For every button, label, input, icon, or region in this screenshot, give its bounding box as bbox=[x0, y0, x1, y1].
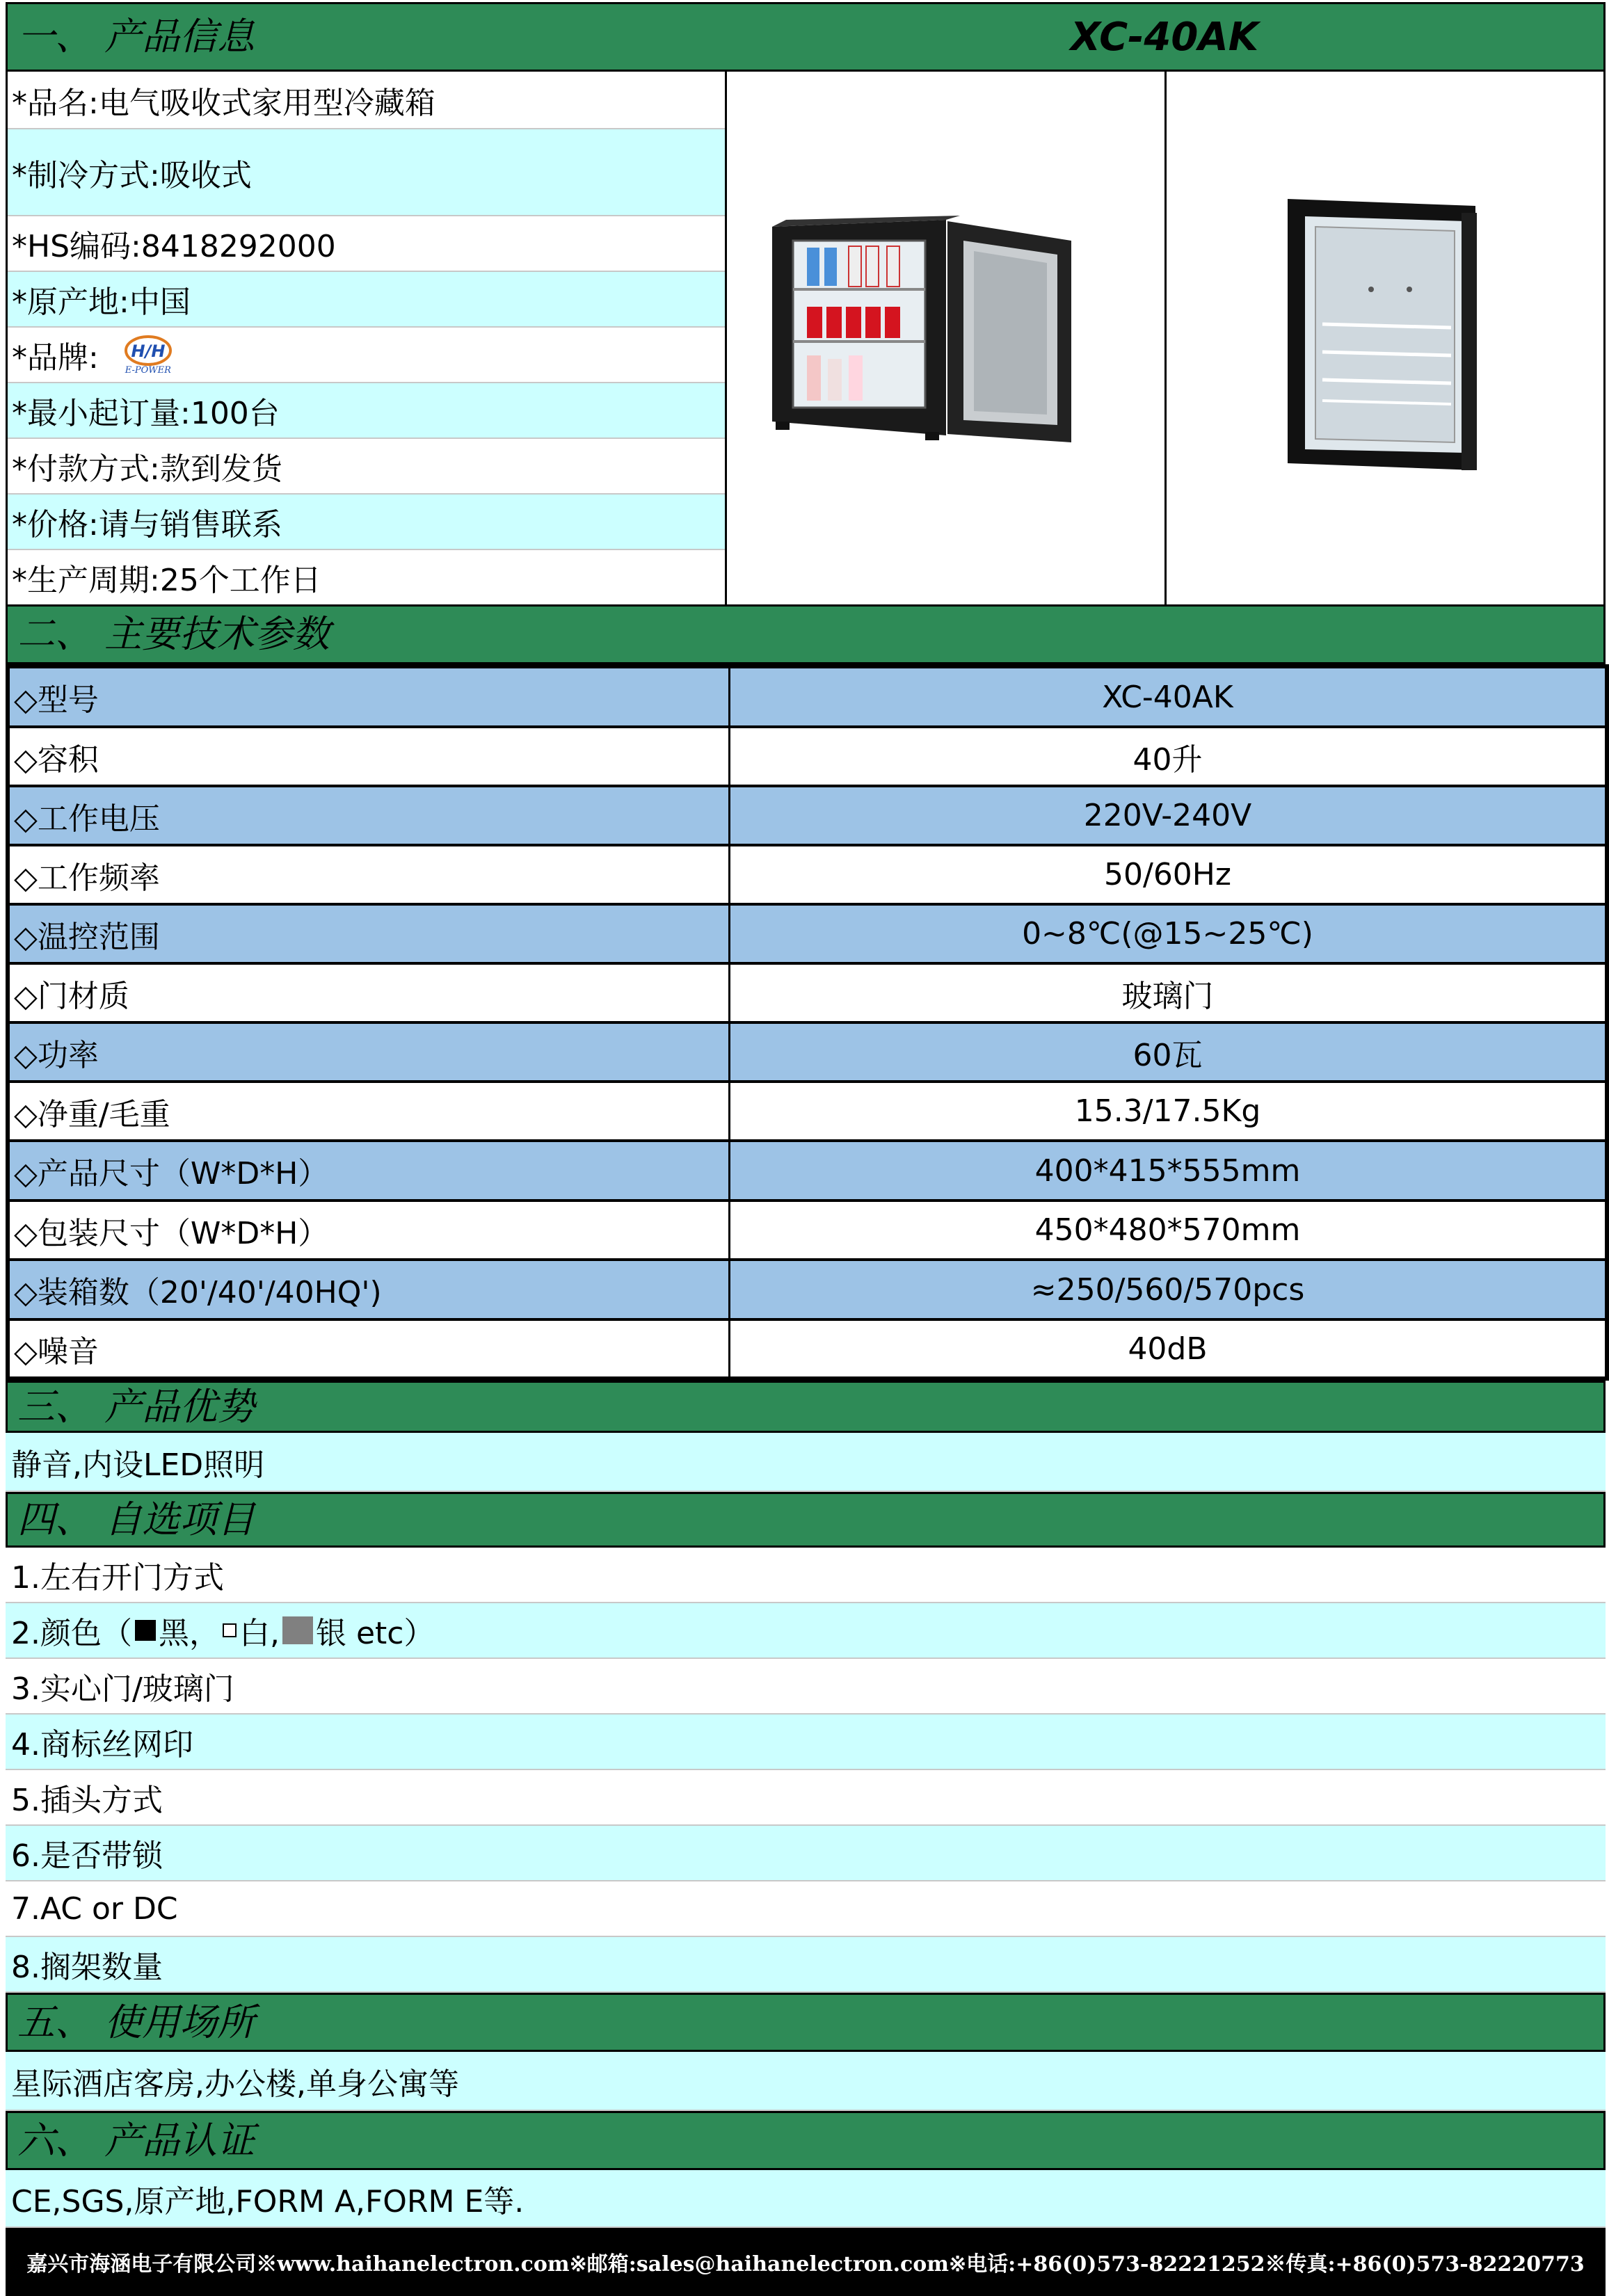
info-text: *付款方式:款到发货 bbox=[12, 451, 282, 487]
option-item: 8.搁架数量 bbox=[6, 1937, 1606, 1993]
option-item: 7.AC or DC bbox=[6, 1881, 1606, 1937]
black-swatch-icon bbox=[135, 1620, 156, 1641]
spec-key: ◇净重/毛重 bbox=[8, 1082, 730, 1141]
product-image-glass-door bbox=[1167, 72, 1606, 604]
info-row-moq bbox=[8, 383, 725, 439]
spec-table bbox=[6, 664, 1609, 1381]
info-row-origin bbox=[8, 272, 725, 328]
spec-key: ◇温控范围 bbox=[8, 904, 730, 963]
spec-value: 50/60Hz bbox=[730, 845, 1606, 904]
usage-text: 星际酒店客房,办公楼,单身公寓等 bbox=[6, 2052, 1606, 2111]
info-text: *生产周期:25个工作日 bbox=[12, 563, 321, 598]
product-info-list bbox=[6, 72, 727, 604]
spec-row bbox=[8, 1319, 1606, 1378]
spec-row bbox=[8, 1141, 1606, 1201]
spec-key: ◇功率 bbox=[8, 1022, 730, 1082]
spec-row bbox=[8, 1201, 1606, 1260]
spec-key: ◇产品尺寸（W*D*H） bbox=[8, 1141, 730, 1201]
footer-contact: 嘉兴市海涵电子有限公司※www.haihanelectron.com※邮箱:sales@haihanelectron.com※电话:+86(0)573-82221252※传真:+86(0)573-82220773 bbox=[6, 2228, 1606, 2296]
option-text: 2.颜色（ bbox=[11, 1616, 132, 1651]
option-item-color bbox=[6, 1603, 1606, 1659]
spec-value: 40dB bbox=[730, 1319, 1606, 1378]
option-item: 1.左右开门方式 bbox=[6, 1548, 1606, 1603]
spec-value: 40升 bbox=[730, 727, 1606, 786]
info-row-brand bbox=[8, 328, 725, 383]
info-text: *最小起订量:100台 bbox=[12, 396, 280, 431]
color-label: 黑， bbox=[158, 1616, 220, 1651]
section3-title: 三、 产品优势 bbox=[6, 1381, 1606, 1433]
info-text: *品名:电气吸收式家用型冷藏箱 bbox=[12, 85, 435, 121]
info-text: *价格:请与销售联系 bbox=[12, 507, 282, 543]
silver-swatch-icon bbox=[282, 1616, 313, 1644]
spec-key: ◇工作电压 bbox=[8, 786, 730, 845]
fridge-glass-illustration bbox=[1267, 192, 1503, 484]
info-row-hs bbox=[8, 216, 725, 272]
spec-value: 0~8℃(@15~25℃) bbox=[730, 904, 1606, 963]
spec-row bbox=[8, 963, 1606, 1022]
svg-text:H/H: H/H bbox=[131, 341, 166, 361]
spec-row bbox=[8, 845, 1606, 904]
spec-row bbox=[8, 667, 1606, 727]
spec-value: ≈250/560/570pcs bbox=[730, 1260, 1606, 1319]
spec-row bbox=[8, 786, 1606, 845]
spec-value: 450*480*570mm bbox=[730, 1201, 1606, 1260]
spec-key: ◇工作频率 bbox=[8, 845, 730, 904]
product-image-open bbox=[727, 72, 1167, 604]
spec-value: XC-40AK bbox=[730, 667, 1606, 727]
info-row-name bbox=[8, 72, 725, 129]
spec-key: ◇包装尺寸（W*D*H） bbox=[8, 1201, 730, 1260]
spec-row bbox=[8, 1260, 1606, 1319]
info-text: *HS编码:8418292000 bbox=[12, 229, 336, 264]
color-label: 银 etc） bbox=[315, 1616, 435, 1651]
section5-title: 五、 使用场所 bbox=[6, 1993, 1606, 2052]
spec-value: 60瓦 bbox=[730, 1022, 1606, 1082]
advantages-text: 静音,内设LED照明 bbox=[6, 1433, 1606, 1492]
option-item: 4.商标丝网印 bbox=[6, 1715, 1606, 1770]
info-text: *原产地:中国 bbox=[12, 284, 191, 320]
spec-row bbox=[8, 904, 1606, 963]
info-text: *品牌: bbox=[12, 340, 99, 376]
brand-logo-text: E-POWER bbox=[125, 364, 171, 376]
option-item: 6.是否带锁 bbox=[6, 1826, 1606, 1881]
spec-value: 220V-240V bbox=[730, 786, 1606, 845]
info-row-price bbox=[8, 495, 725, 550]
section6-title: 六、 产品认证 bbox=[6, 2111, 1606, 2170]
spec-row bbox=[8, 1022, 1606, 1082]
spec-key: ◇型号 bbox=[8, 667, 730, 727]
option-item: 5.插头方式 bbox=[6, 1770, 1606, 1826]
certification-text: CE,SGS,原产地,FORM A,FORM E等. bbox=[6, 2170, 1606, 2228]
brand-logo bbox=[124, 335, 173, 375]
section1-title: 一、 产品信息 bbox=[6, 2, 729, 72]
spec-key: ◇噪音 bbox=[8, 1319, 730, 1378]
info-row-payment bbox=[8, 439, 725, 495]
color-label: 白, bbox=[239, 1616, 280, 1651]
spec-value: 400*415*555mm bbox=[730, 1141, 1606, 1201]
info-text: *制冷方式:吸收式 bbox=[12, 157, 252, 193]
spec-key: ◇容积 bbox=[8, 727, 730, 786]
info-row-cooling bbox=[8, 129, 725, 216]
brand-logo-icon bbox=[124, 335, 173, 366]
info-row-leadtime bbox=[8, 550, 725, 604]
spec-row bbox=[8, 727, 1606, 786]
spec-value: 玻璃门 bbox=[730, 963, 1606, 1022]
white-swatch-icon bbox=[223, 1623, 237, 1637]
section2-title: 二、 主要技术参数 bbox=[6, 604, 1606, 664]
section4-title: 四、 自选项目 bbox=[6, 1492, 1606, 1548]
spec-value: 15.3/17.5Kg bbox=[730, 1082, 1606, 1141]
fridge-open-illustration bbox=[765, 213, 1127, 463]
model-heading: XC-40AK bbox=[726, 2, 1606, 72]
spec-row bbox=[8, 1082, 1606, 1141]
option-item: 3.实心门/玻璃门 bbox=[6, 1659, 1606, 1715]
spec-key: ◇装箱数（20'/40'/40HQ') bbox=[8, 1260, 730, 1319]
spec-key: ◇门材质 bbox=[8, 963, 730, 1022]
